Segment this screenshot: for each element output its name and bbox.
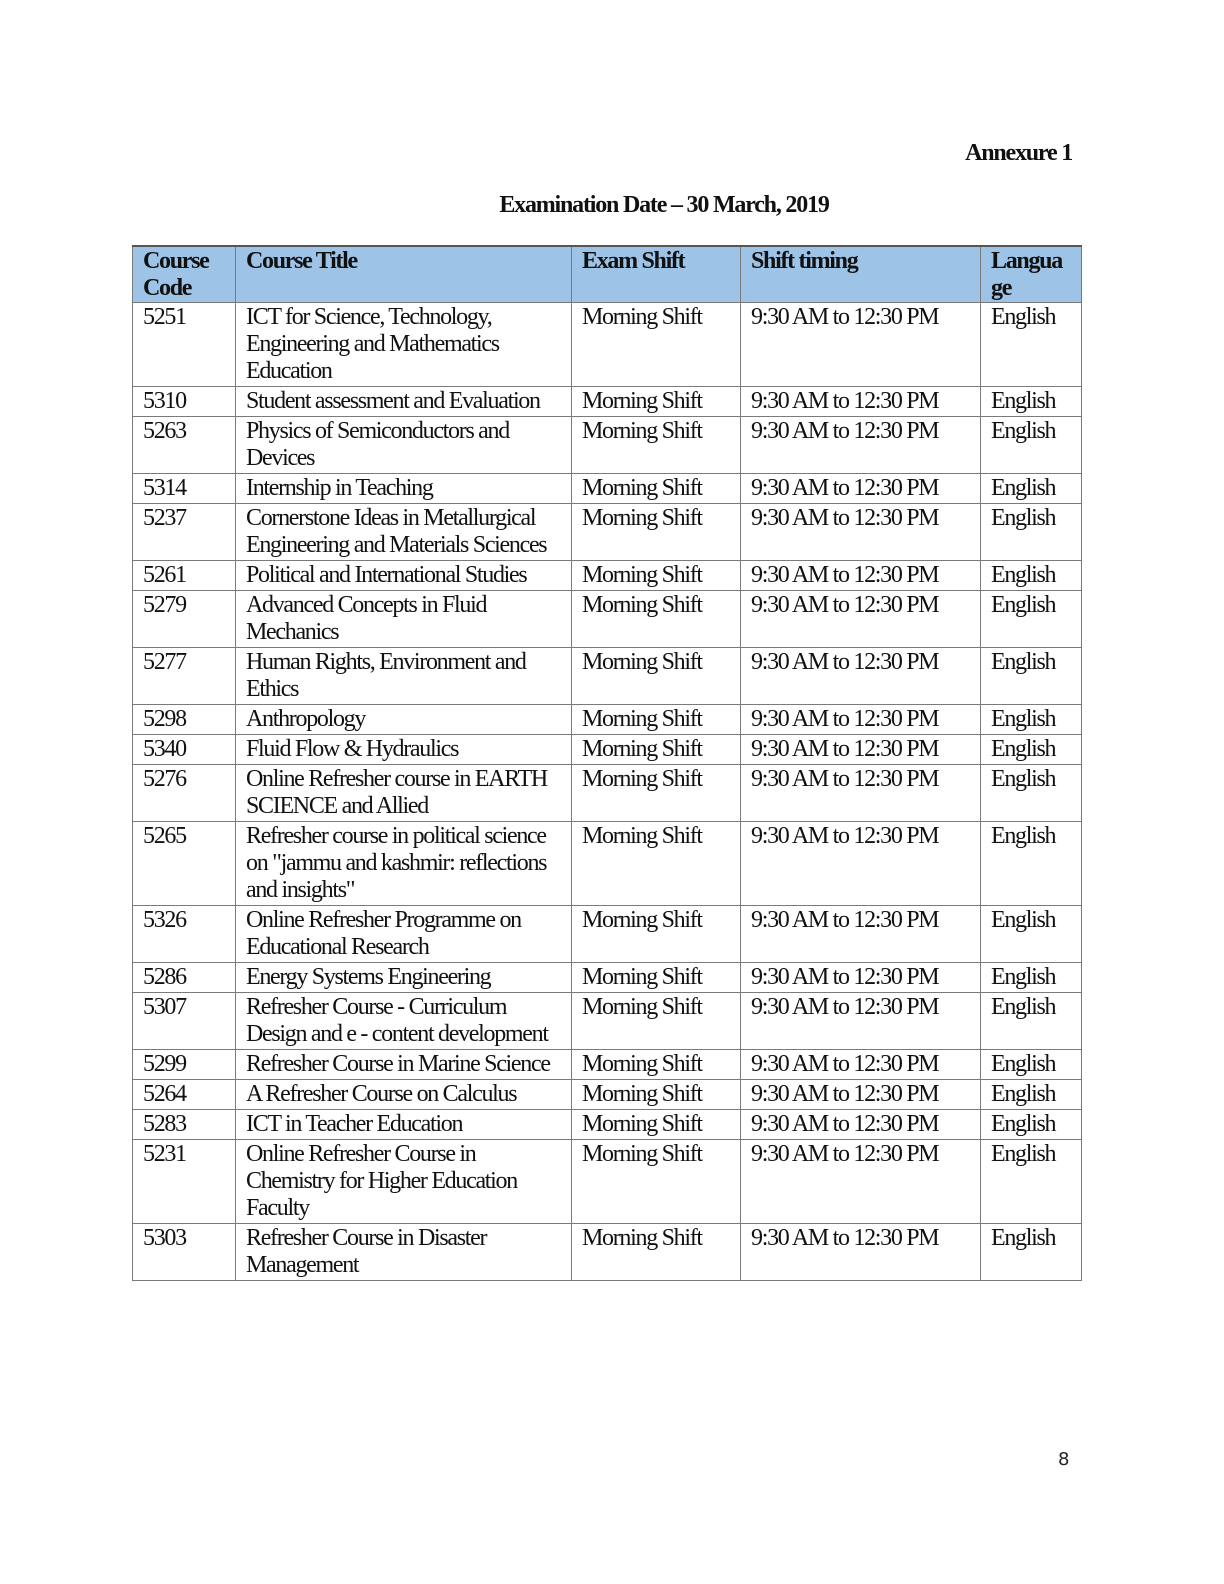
language-cell: English [981,591,1082,648]
shift-timing-cell: 9:30 AM to 12:30 PM [741,648,981,705]
language-cell: English [981,906,1082,963]
shift-timing-cell: 9:30 AM to 12:30 PM [741,1110,981,1140]
table-row [133,963,1082,993]
language-cell: English [981,303,1082,387]
language-cell: English [981,1080,1082,1110]
course-title-cell: ICT for Science, Technology, Engineering and Mathematics Education [236,303,572,387]
course-code-cell: 5261 [133,561,236,591]
table-row [133,993,1082,1050]
shift-timing-cell: 9:30 AM to 12:30 PM [741,993,981,1050]
exam-shift-cell: Morning Shift [572,906,741,963]
table-row [133,474,1082,504]
table-row [133,504,1082,561]
language-cell: English [981,561,1082,591]
table-body [133,303,1082,1281]
shift-timing-cell: 9:30 AM to 12:30 PM [741,474,981,504]
course-code-cell: 5237 [133,504,236,561]
course-code-cell: 5265 [133,822,236,906]
shift-timing-cell: 9:30 AM to 12:30 PM [741,1224,981,1281]
course-code-cell: 5326 [133,906,236,963]
shift-timing-cell: 9:30 AM to 12:30 PM [741,387,981,417]
exam-shift-cell: Morning Shift [572,561,741,591]
language-cell: English [981,504,1082,561]
shift-timing-cell: 9:30 AM to 12:30 PM [741,735,981,765]
exam-shift-cell: Morning Shift [572,474,741,504]
language-cell: English [981,648,1082,705]
shift-timing-cell: 9:30 AM to 12:30 PM [741,417,981,474]
language-cell: English [981,1224,1082,1281]
exam-shift-cell: Morning Shift [572,303,741,387]
shift-timing-cell: 9:30 AM to 12:30 PM [741,303,981,387]
course-title-cell: Human Rights, Environment and Ethics [236,648,572,705]
table-row [133,1080,1082,1110]
course-title-cell: Refresher Course in Disaster Management [236,1224,572,1281]
course-code-cell: 5264 [133,1080,236,1110]
table-row [133,561,1082,591]
course-title-cell: Political and International Studies [236,561,572,591]
table-row [133,1050,1082,1080]
course-title-cell: Advanced Concepts in Fluid Mechanics [236,591,572,648]
course-title-cell: Fluid Flow & Hydraulics [236,735,572,765]
language-cell: English [981,993,1082,1050]
exam-shift-cell: Morning Shift [572,1080,741,1110]
course-title-cell: Refresher Course in Marine Science [236,1050,572,1080]
exam-shift-cell: Morning Shift [572,822,741,906]
column-header-course-code: Course Code [133,246,236,303]
course-code-cell: 5314 [133,474,236,504]
course-title-cell: Physics of Semiconductors and Devices [236,417,572,474]
table-row [133,822,1082,906]
language-cell: English [981,1050,1082,1080]
course-code-cell: 5286 [133,963,236,993]
language-cell: English [981,417,1082,474]
column-header-shift-timing: Shift timing [741,246,981,303]
exam-shift-cell: Morning Shift [572,417,741,474]
exam-shift-cell: Morning Shift [572,705,741,735]
table-row [133,765,1082,822]
table-row [133,705,1082,735]
shift-timing-cell: 9:30 AM to 12:30 PM [741,705,981,735]
language-cell: English [981,387,1082,417]
course-title-cell: Online Refresher Programme on Educational Research [236,906,572,963]
shift-timing-cell: 9:30 AM to 12:30 PM [741,1080,981,1110]
language-cell: English [981,1110,1082,1140]
language-cell: English [981,1140,1082,1224]
table-row [133,1140,1082,1224]
exam-shift-cell: Morning Shift [572,993,741,1050]
shift-timing-cell: 9:30 AM to 12:30 PM [741,1050,981,1080]
exam-shift-cell: Morning Shift [572,387,741,417]
column-header-course-title: Course Title [236,246,572,303]
course-code-cell: 5299 [133,1050,236,1080]
shift-timing-cell: 9:30 AM to 12:30 PM [741,822,981,906]
table-row [133,1110,1082,1140]
table-row [133,417,1082,474]
language-cell: English [981,705,1082,735]
language-cell: English [981,963,1082,993]
course-code-cell: 5307 [133,993,236,1050]
shift-timing-cell: 9:30 AM to 12:30 PM [741,765,981,822]
table-row [133,1224,1082,1281]
course-title-cell: Anthropology [236,705,572,735]
course-title-cell: Online Refresher Course in Chemistry for Higher Education Faculty [236,1140,572,1224]
course-title-cell: Cornerstone Ideas in Metallurgical Engineering and Materials Sciences [236,504,572,561]
table-row [133,906,1082,963]
course-code-cell: 5231 [133,1140,236,1224]
exam-shift-cell: Morning Shift [572,1050,741,1080]
course-code-cell: 5276 [133,765,236,822]
shift-timing-cell: 9:30 AM to 12:30 PM [741,504,981,561]
course-title-cell: A Refresher Course on Calculus [236,1080,572,1110]
exam-shift-cell: Morning Shift [572,735,741,765]
table-header-row [133,246,1082,303]
course-title-cell: ICT in Teacher Education [236,1110,572,1140]
course-code-cell: 5340 [133,735,236,765]
exam-schedule-table [132,245,1082,1281]
shift-timing-cell: 9:30 AM to 12:30 PM [741,906,981,963]
shift-timing-cell: 9:30 AM to 12:30 PM [741,1140,981,1224]
exam-shift-cell: Morning Shift [572,648,741,705]
course-code-cell: 5251 [133,303,236,387]
course-title-cell: Online Refresher course in EARTH SCIENCE and Allied [236,765,572,822]
shift-timing-cell: 9:30 AM to 12:30 PM [741,963,981,993]
course-code-cell: 5277 [133,648,236,705]
exam-date-heading: Examination Date – 30 March, 2019 [499,192,829,218]
course-code-cell: 5310 [133,387,236,417]
exam-shift-cell: Morning Shift [572,1140,741,1224]
exam-shift-cell: Morning Shift [572,591,741,648]
table-row [133,648,1082,705]
course-title-cell: Refresher Course - Curriculum Design and e - content development [236,993,572,1050]
course-title-cell: Energy Systems Engineering [236,963,572,993]
table-row [133,735,1082,765]
course-code-cell: 5283 [133,1110,236,1140]
table-row [133,303,1082,387]
course-code-cell: 5303 [133,1224,236,1281]
language-cell: English [981,735,1082,765]
column-header-exam-shift: Exam Shift [572,246,741,303]
exam-shift-cell: Morning Shift [572,765,741,822]
exam-shift-cell: Morning Shift [572,963,741,993]
course-title-cell: Refresher course in political science on "jammu and kashmir: reflections and insights" [236,822,572,906]
language-cell: English [981,765,1082,822]
exam-shift-cell: Morning Shift [572,1224,741,1281]
column-header-language: Langua ge [981,246,1082,303]
language-cell: English [981,474,1082,504]
shift-timing-cell: 9:30 AM to 12:30 PM [741,591,981,648]
exam-shift-cell: Morning Shift [572,504,741,561]
course-code-cell: 5279 [133,591,236,648]
shift-timing-cell: 9:30 AM to 12:30 PM [741,561,981,591]
annexure-label: Annexure 1 [965,140,1072,166]
course-code-cell: 5298 [133,705,236,735]
course-title-cell: Internship in Teaching [236,474,572,504]
language-cell: English [981,822,1082,906]
course-code-cell: 5263 [133,417,236,474]
table-row [133,591,1082,648]
course-title-cell: Student assessment and Evaluation [236,387,572,417]
exam-shift-cell: Morning Shift [572,1110,741,1140]
page-number: 8 [1058,1449,1070,1470]
table-row [133,387,1082,417]
